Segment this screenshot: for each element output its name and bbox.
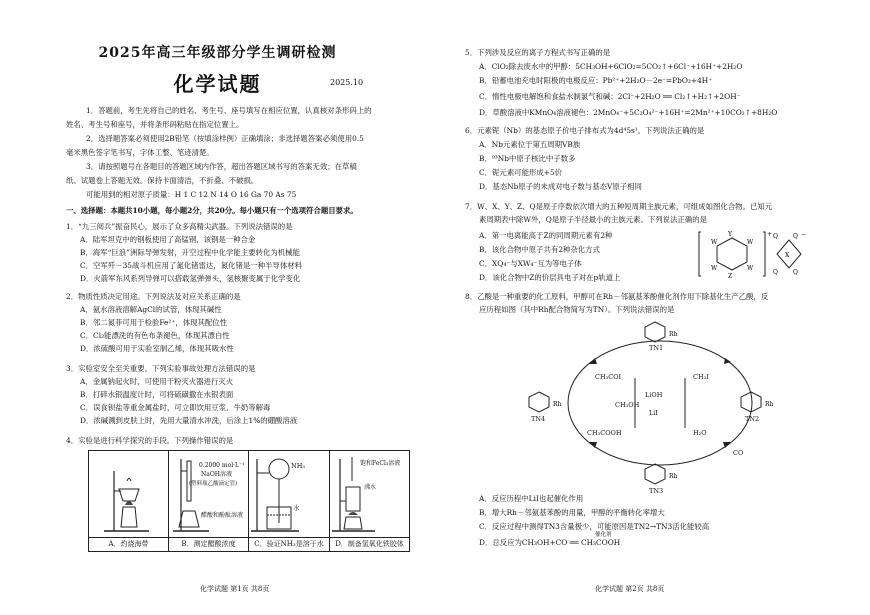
svg-text:Rh: Rh: [669, 331, 678, 338]
fig-label: 沸水: [364, 484, 377, 491]
species-label: CH₃I: [693, 373, 709, 381]
section-heading: 一、选择题：本题共10小题，每小题2分，共20分。每小题只有一个选项符合题目要求。: [66, 206, 358, 215]
species-label: CH₃OH: [615, 401, 640, 409]
option: C．误食钡盐等重金属盐时，可立即饮用豆浆、牛奶等解毒: [80, 403, 271, 412]
question-2: 2．物质性质决定用途。下列说法及对应关系正确的是: [66, 292, 241, 301]
svg-text:Y: Y: [728, 231, 732, 238]
q4-fig-c: [249, 451, 330, 551]
q4-caption-d: D．制备氢氧化铁胶体: [330, 537, 409, 551]
svg-text:W: W: [711, 265, 718, 272]
right-page: [435, 0, 870, 615]
svg-text:Rh: Rh: [765, 401, 774, 408]
option: C．空军歼－35战斗机应用了氮化锗雷达，氮化锗是一种半导体材料: [80, 261, 302, 270]
fig-label: NH₃: [291, 462, 305, 470]
crucible-burner-icon: [89, 451, 168, 537]
question-3: 3．实验室安全至关重要。下列实验事故处理方法错误的是: [66, 364, 256, 373]
tn-label: TN4: [531, 415, 546, 423]
fig-label: 0.2000 mol·L⁻¹: [199, 462, 245, 469]
instruction-line: 2．选择题答案必须使用2B铅笔（按填涂样例）正确填涂；非选择题答案必须使用0.5: [86, 134, 364, 143]
q4-caption-c: C．验证NH₃是溶于水: [249, 537, 329, 551]
option: A．陆军坦克中的钢板使用了高锰钢，该钢是一种合金: [80, 235, 256, 244]
question-7: 7．W、X、Y、Z、Q是原子序数依次增大的五种短周期主族元素，可组成如图化合物。已知元: [465, 202, 773, 211]
option: C．Cl₂能漂洗的有色布条褪色，体现其漂白性: [80, 331, 230, 340]
q4-fig-d: [330, 451, 409, 551]
svg-text:Q: Q: [793, 269, 798, 276]
question-7-cont: 素周期表中除W外，Q是原子半径最小的主族元素。下列说法正确的是: [479, 215, 707, 224]
option: B．海军“巨浪”洲际导弹发射，升空过程中化学能主要转化为机械能: [80, 248, 300, 257]
svg-text:Q: Q: [773, 233, 778, 240]
instruction-line: 3．请按照题号在各题目的答题区域内作答，超出答题区域书写的答案无效；在草稿: [86, 162, 357, 171]
page-footer: 化学试题 第2页 共8页: [595, 585, 665, 593]
tn-label: TN2: [745, 415, 760, 423]
exam-date: 2025.10: [330, 78, 364, 87]
option: A．反应历程中LiI也起催化作用: [479, 494, 584, 503]
svg-text:W: W: [747, 265, 754, 272]
species-label: CH₃COI: [595, 373, 622, 381]
instruction-line: 纸、试题卷上答题无效。保持卡面清洁，不折叠、不破损。: [66, 176, 259, 185]
species-label: LiI: [649, 409, 658, 417]
svg-text:Q: Q: [773, 269, 778, 276]
option: D．浓硫酸可用于实验室制乙烯，体现其吸水性: [80, 344, 234, 353]
option: B．该化合物中原子共有2种杂化方式: [479, 245, 600, 254]
fig-label: 饱和FeCl₃溶液: [360, 460, 401, 467]
svg-text:W: W: [747, 239, 754, 246]
option: C．XQ₄⁻与XW₄⁻互为等电子体: [479, 259, 582, 268]
option: D．总反应为CH₃OH+CO ══ CH₃COOH: [479, 538, 621, 547]
svg-text:−: −: [801, 231, 807, 238]
catalyst-label: 催化剂: [595, 532, 612, 538]
fig-label: 醋酸和酚酞溶液: [201, 512, 244, 519]
fig-label: NaOH溶液: [201, 471, 232, 478]
option: B．⁹³Nb中原子核比中子数多: [479, 154, 576, 163]
svg-text:Z: Z: [728, 273, 733, 280]
q4-caption-b: B．测定醋酸浓度: [169, 537, 248, 551]
option: A．ClO₂除去废水中的甲醇：5CH₃OH+6ClO₂=5CO₂↑+6Cl⁻+16H⁺+2H₂O: [479, 62, 743, 71]
option: C．反应过程中测得TN3含量极少，可能原因是TN2→TN3活化能较高: [479, 522, 710, 531]
question-6: 6．元素铌（Nb）的基态原子价电子排布式为4d⁴5s¹。下列说法正确的是: [465, 126, 705, 135]
question-4: 4．实验是进行科学探究的手段。下列操作错误的是: [66, 436, 234, 445]
option: B．邻二氮菲可用于检验Fe²⁺，体现其配位性: [80, 318, 228, 327]
svg-text:Rh: Rh: [553, 401, 562, 408]
q4-fig-a: [89, 451, 169, 551]
option: B．增大Rh－邻氨基苯酚的用量，甲醇的平衡转化率增大: [479, 508, 665, 517]
option: D．火箭军东风系列导弹可以搭载氢弹弹头，氢核聚变属于化学变化: [80, 274, 301, 283]
instruction-line: 毫米黑色签字笔书写，字体工整、笔迹清楚。: [66, 148, 214, 157]
question-8-cont: 应历程如图（其中Rh配合物简写为TN）。下列说法错误的是: [479, 305, 675, 314]
option: C．惰性电极电解饱和食盐水制氯气和碱：2Cl⁻+2H₂O ══ Cl₂↑+H₂↑+2OH⁻: [479, 92, 741, 101]
option: B．铅蓄电池充电时阳极的电极反应：Pb²⁺+2H₂O－2e⁻=PbO₂+4H⁺: [479, 76, 713, 85]
option: D．基态Nb原子的未成对电子数与基态V原子相同: [479, 182, 642, 191]
svg-text:Rh: Rh: [669, 473, 678, 480]
exam-subject: 化学试题: [173, 72, 262, 96]
q4-figure-panel: [88, 450, 410, 552]
q4-fig-b: [169, 451, 249, 551]
option: A．金属钠起火时，可使用干粉灭火器进行灭火: [80, 377, 234, 386]
exam-title: 2025年高三年级部分学生调研检测: [98, 45, 337, 61]
tn-label: TN3: [649, 487, 664, 495]
svg-text:W: W: [711, 239, 718, 246]
svg-text:+: +: [767, 231, 773, 238]
question-1: 1．“九三阅兵”振奋民心，展示了众多高精尖武器。下列说法错误的是: [66, 222, 293, 231]
q4-caption-a: A．灼烧海带: [89, 537, 168, 551]
fig-label: 水: [293, 504, 300, 512]
instruction-line: 姓名、考生号和座号，并将条形码粘贴在指定位置上。: [66, 120, 244, 129]
question-5: 5．下列涉及反应的离子方程式书写正确的是: [465, 48, 611, 57]
species-label: CO: [733, 449, 744, 457]
q7-compound-structure: [697, 228, 807, 280]
svg-text:Q: Q: [793, 233, 798, 240]
page-footer: 化学试题 第1页 共8页: [200, 585, 270, 593]
fig-label: (塑料瓶乙酸滴定管): [189, 481, 238, 487]
option: D．该化合物中Z的价层具电子对在p轨道上: [479, 273, 621, 282]
svg-text:X: X: [785, 252, 790, 259]
option: A．氨水溶液溶解AgCl的试管，体现其碱性: [80, 305, 222, 314]
option: B．打碎水银温度计时，可将硫磺撒在水银表面: [80, 390, 234, 399]
tn-label: TN1: [649, 344, 664, 352]
option: D．草酸溶液中KMnO₄溶液褪色：2MnO₄⁻+5C₂O₄²⁻+16H⁺=2Mn²⁺+10CO₂↑+8H₂O: [479, 108, 778, 117]
instruction-line: 可能用到的相对原子质量：H 1 C 12 N 14 O 16 Ga 70 As 75: [86, 190, 297, 199]
question-8: 8．乙酸是一种重要的化工原料，甲醇可在Rh－邻氨基苯酚催化剂作用下除基化生产乙酸，反: [465, 292, 769, 301]
option: D．浓碱溅到皮肤上时，先用大量清水冲洗，后涂上1%的硼酸溶液: [80, 416, 298, 425]
option: A．Nb元素位于第五周期VB族: [479, 140, 581, 149]
species-label: H₂O: [693, 429, 707, 437]
instruction-line: 1．答题前，考生先将自己的姓名、考生号、座号填写在相应位置，认真核对条形码上的: [86, 106, 372, 115]
species-label: LiOH: [645, 391, 663, 399]
option: A．第一电离能高于Z的同周期元素有2种: [479, 231, 613, 240]
fountain-flask-icon: [249, 451, 329, 537]
option: C．铌元素可能形成+5价: [479, 168, 563, 177]
species-label: CH₃COOH: [587, 429, 622, 437]
